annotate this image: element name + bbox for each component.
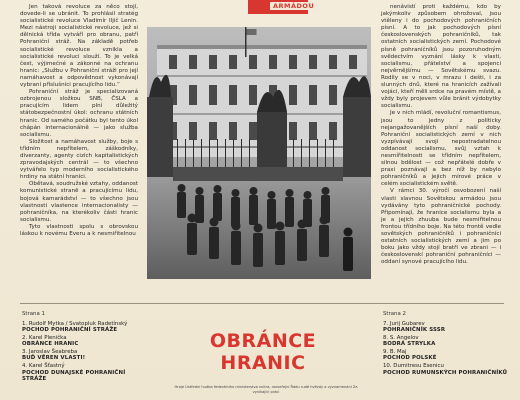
track-item <box>383 335 508 348</box>
right-paragraph: Je v nich mládí, revoluční romantismus, jsou to jedny z politicky nejangažovanějších písní naší doby. Pohraniční socialistických zemí v nich vyzpívávají svoji nepostradatelnou oddanost socialismu, svůj vztah k nesmířitelnosti se třídním nepřítelem, silnou bdělost — což nepřátelé dobře v praxi poznávají a bez níž by nebylo pohraničníků a jejich mírové práce v celém socialistickém světě. <box>381 110 501 188</box>
track-item <box>22 321 147 334</box>
right-paragraph: nenávistí proti každému, kdo by jakýmkoliv způsobem ohrožoval, jsou vtěleny i do pochodových pohraničních písní. A to jak pochodových písní československých pohraničníků, tak ostatních socialistických zemí. Pochodové písně pohraničníků jsou pozoruhodným svědectvím vyznání lásky k vlasti, socialismu, přátelství a spojenci nejvěrnějšímu — Sovětskému svazu. Rodíly se v noci, v mrazu i dešti, i za slunných dnů, které na hranicích zažívali vojáci, kteří měli srdce na pravém místě, a vždy byly projevem vůle bránit výdobytky socialismu. <box>381 4 501 110</box>
album-credits: Hraje Ústřední hudba federálního ministerstva vnitra, rozveřejní Řádu rudé hvězdy a vyznamenání Za vynikající práci <box>174 385 358 394</box>
track-author: Jaroslav Šeabreba <box>28 349 78 356</box>
side-a-tracklist <box>22 321 147 384</box>
left-text-column <box>20 4 138 238</box>
track-author: Jurij Gubarev <box>389 321 425 327</box>
track-item <box>22 349 147 362</box>
track-number: 8. <box>383 335 389 342</box>
parade-photograph <box>147 27 371 279</box>
right-paragraph: V rámci 30. výročí osvobození naší vlasti slavnou Sovětskou armádou jsou vydávány tyto pohraničnické pochody. Připomínají, že hranice socialismu byla a je a jejich zhuuba bude nesmiřitelnou frontou třídního boje. Na této frontě vedle sovětských pohraničníků i pohraničníci ostatních socialistických zemí a jim po boku jako vždy stojí bratři ve zbrani — i československí pohraniční pohraničníci — oddaní synové pracujícího lidu. <box>381 188 501 266</box>
track-item <box>383 363 508 376</box>
track-number: 4. <box>22 363 28 370</box>
track-author: Karel Plenička <box>28 335 67 342</box>
left-paragraph: Složitost a namáhavost služby, boje s třídním nepřítelem, záškodníky, diverzanty, agenty cizích kapitalistických zpravodajských centrál — to všechno vytvářelo typ moderního socialistického hrdiny na státní hranici. <box>20 138 138 181</box>
track-author: Dumitresu Esenicu <box>393 363 444 370</box>
track-title: POCHOD POLSKÉ <box>383 355 437 362</box>
track-item <box>383 321 508 334</box>
left-paragraph: Obětavá, soudružské vztahy, oddanost komunistické straně a pracujícímu lidu, bojová kamarádství — to všechno jsou vlastnosti vlastence internacionalisty — pohraničníka, na kterékoliv části hranic socialismu. <box>20 181 139 223</box>
left-paragraph: Tyto vlastnosti spolu s obrovskou láskou k novému Everu a k nesmiřitelnou <box>20 223 138 237</box>
track-title: POHRANIČNÍK SSSR <box>383 327 446 334</box>
track-title: POCHOD DUNAJSKÉ POHRANIČNÍ STRÁŽE <box>22 369 126 382</box>
header-title: ARMÁDOU <box>270 2 317 10</box>
left-paragraph: Pohraniční stráž je specializovaná ozbrojenou složkou SNB, ČSLA a pracujícím lidem plní důležitý státobezpečnostní úkol: ochranu státních hranic. Od samého počátku byl tento úkol chápán internacionálně — jako služba socialismu. <box>20 89 138 138</box>
track-number: 10. <box>383 363 392 370</box>
track-number: 7. <box>383 321 389 327</box>
album-title: OBRÁNCE HRANIC <box>209 330 317 374</box>
track-author: Rudolf Mytka / Svatopluk Radetínský <box>28 321 128 327</box>
track-number: 9. <box>383 349 389 356</box>
left-paragraph: Jen taková revoluce za něco stojí, dovede-li se ubránit. To prohlásil stratég socialistické revoluce Vladimír Iljič Lenin. Mezi nástroji socialistické revoluce, jež si dělnická třída vytváří pro obranu, patří Pohraniční stráž. Na základě potřeb socialistické revoluce vznikla a socialistické revoluci slouží. To je velká čest, výjimečné a zákonné na ochranu hranic: „Službu v Pohraniční stráži pro její namáhavost a odpovědnost vykonávají vybraní příslušníci pracujícího lidu.“ <box>20 4 138 89</box>
track-item <box>383 349 508 362</box>
track-title: BODRÁ STRYLKA <box>383 341 436 348</box>
divider-line <box>20 303 504 304</box>
track-author: S. Angelov <box>389 335 419 342</box>
track-author: B. Maj <box>389 349 407 356</box>
side-b-tracklist <box>383 321 508 377</box>
track-number: 2. <box>22 335 28 342</box>
track-number: 3. <box>22 349 28 356</box>
track-item <box>22 335 147 348</box>
track-number: 1. <box>22 321 28 327</box>
track-title: OBRÁNCE HRANIC <box>22 341 79 348</box>
right-text-column <box>381 4 501 266</box>
track-author: Karel Šťastný <box>28 363 65 370</box>
track-item <box>22 363 147 382</box>
track-title: BUĎ VĚREN VLASTI! <box>22 355 86 362</box>
track-title: POCHOD POHRANIČNÍ STRÁŽE <box>22 327 118 334</box>
track-title: POCHOD RUMUNSKÝCH POHRANIČNÍKŮ <box>383 369 508 376</box>
side-a-heading: Strana 1 <box>22 311 45 317</box>
parade-photo-illustration <box>147 27 371 279</box>
side-b-heading: Strana 2 <box>383 311 406 317</box>
